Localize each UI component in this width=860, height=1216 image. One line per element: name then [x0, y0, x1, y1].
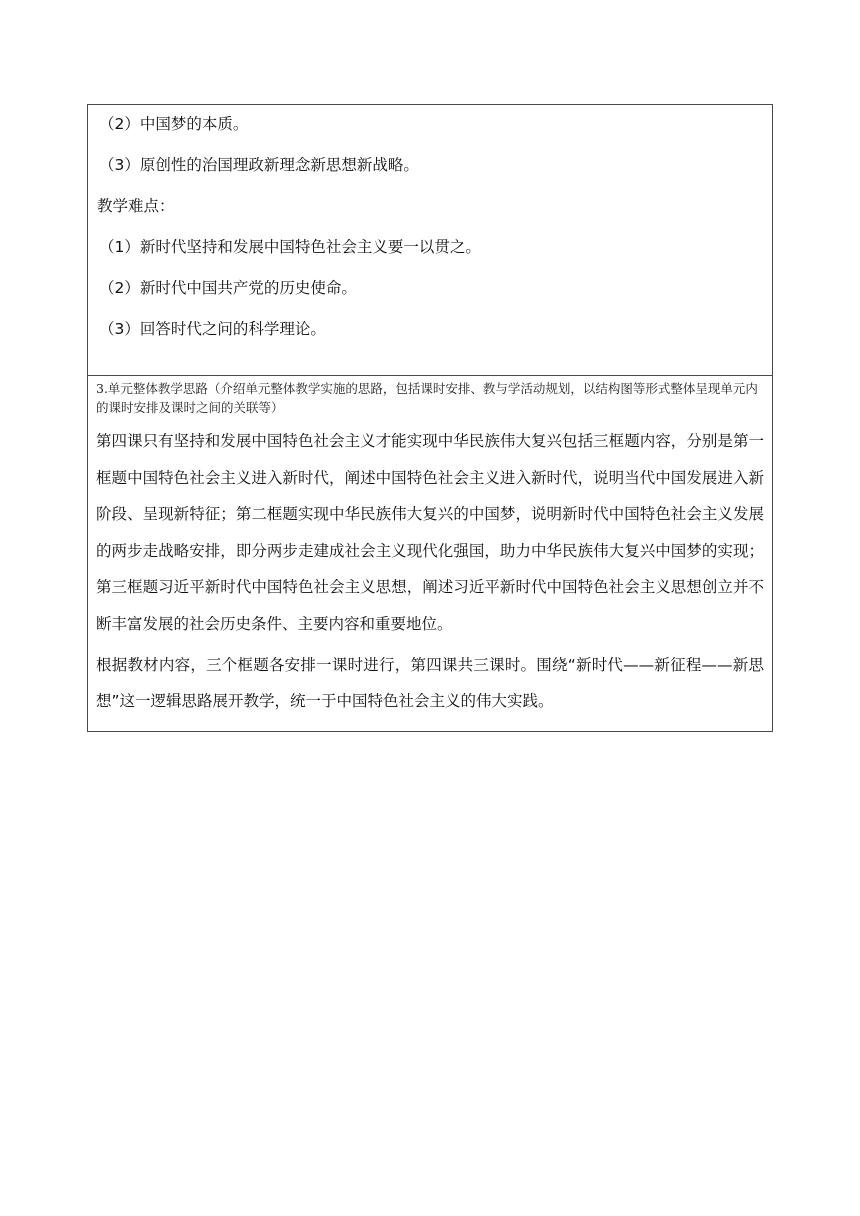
key-point-item-3: （3）原创性的治国理政新理念新思想新战略。 [99, 156, 419, 174]
section-3-caption: 3.单元整体教学思路（介绍单元整体教学实施的思路，包括课时安排、教与学活动规划，以结构图等形式整体呈现单元内的课时安排及课时之间的关联等） [96, 381, 758, 415]
unit-teaching-plan-cell [88, 376, 772, 731]
key-points-cell [88, 105, 772, 376]
difficulty-item-1: （1）新时代坚持和发展中国特色社会主义要一以贯之。 [99, 238, 481, 256]
lesson-plan-table [87, 104, 773, 732]
key-point-item-2: （2）中国梦的本质。 [99, 115, 249, 133]
section-3-paragraph-2: 根据教材内容，三个框题各安排一课时进行，第四课共三课时。围绕“新时代——新征程——新思想”这一逻辑思路展开教学，统一于中国特色社会主义的伟大实践。 [96, 655, 764, 710]
difficulty-item-2: （2）新时代中国共产党的历史使命。 [99, 279, 357, 297]
difficulties-heading: 教学难点： [97, 197, 175, 215]
difficulty-item-3: （3）回答时代之问的科学理论。 [99, 320, 326, 338]
section-3-paragraph-1: 第四课只有坚持和发展中国特色社会主义才能实现中华民族伟大复兴包括三框题内容，分别是第一框题中国特色社会主义进入新时代，阐述中国特色社会主义进入新时代，说明当代中国发展进入新阶段、呈现新特征；第二框题实现中华民族伟大复兴的中国梦，说明新时代中国特色社会主义发展的两步走战略安排，即分两步走建成社会主义现代化强国，助力中华民族伟大复兴中国梦的实现；第三框题习近平新时代中国特色社会主义思想，阐述习近平新时代中国特色社会主义思想创立并不断丰富发展的社会历史条件、主要内容和重要地位。 [96, 432, 764, 633]
